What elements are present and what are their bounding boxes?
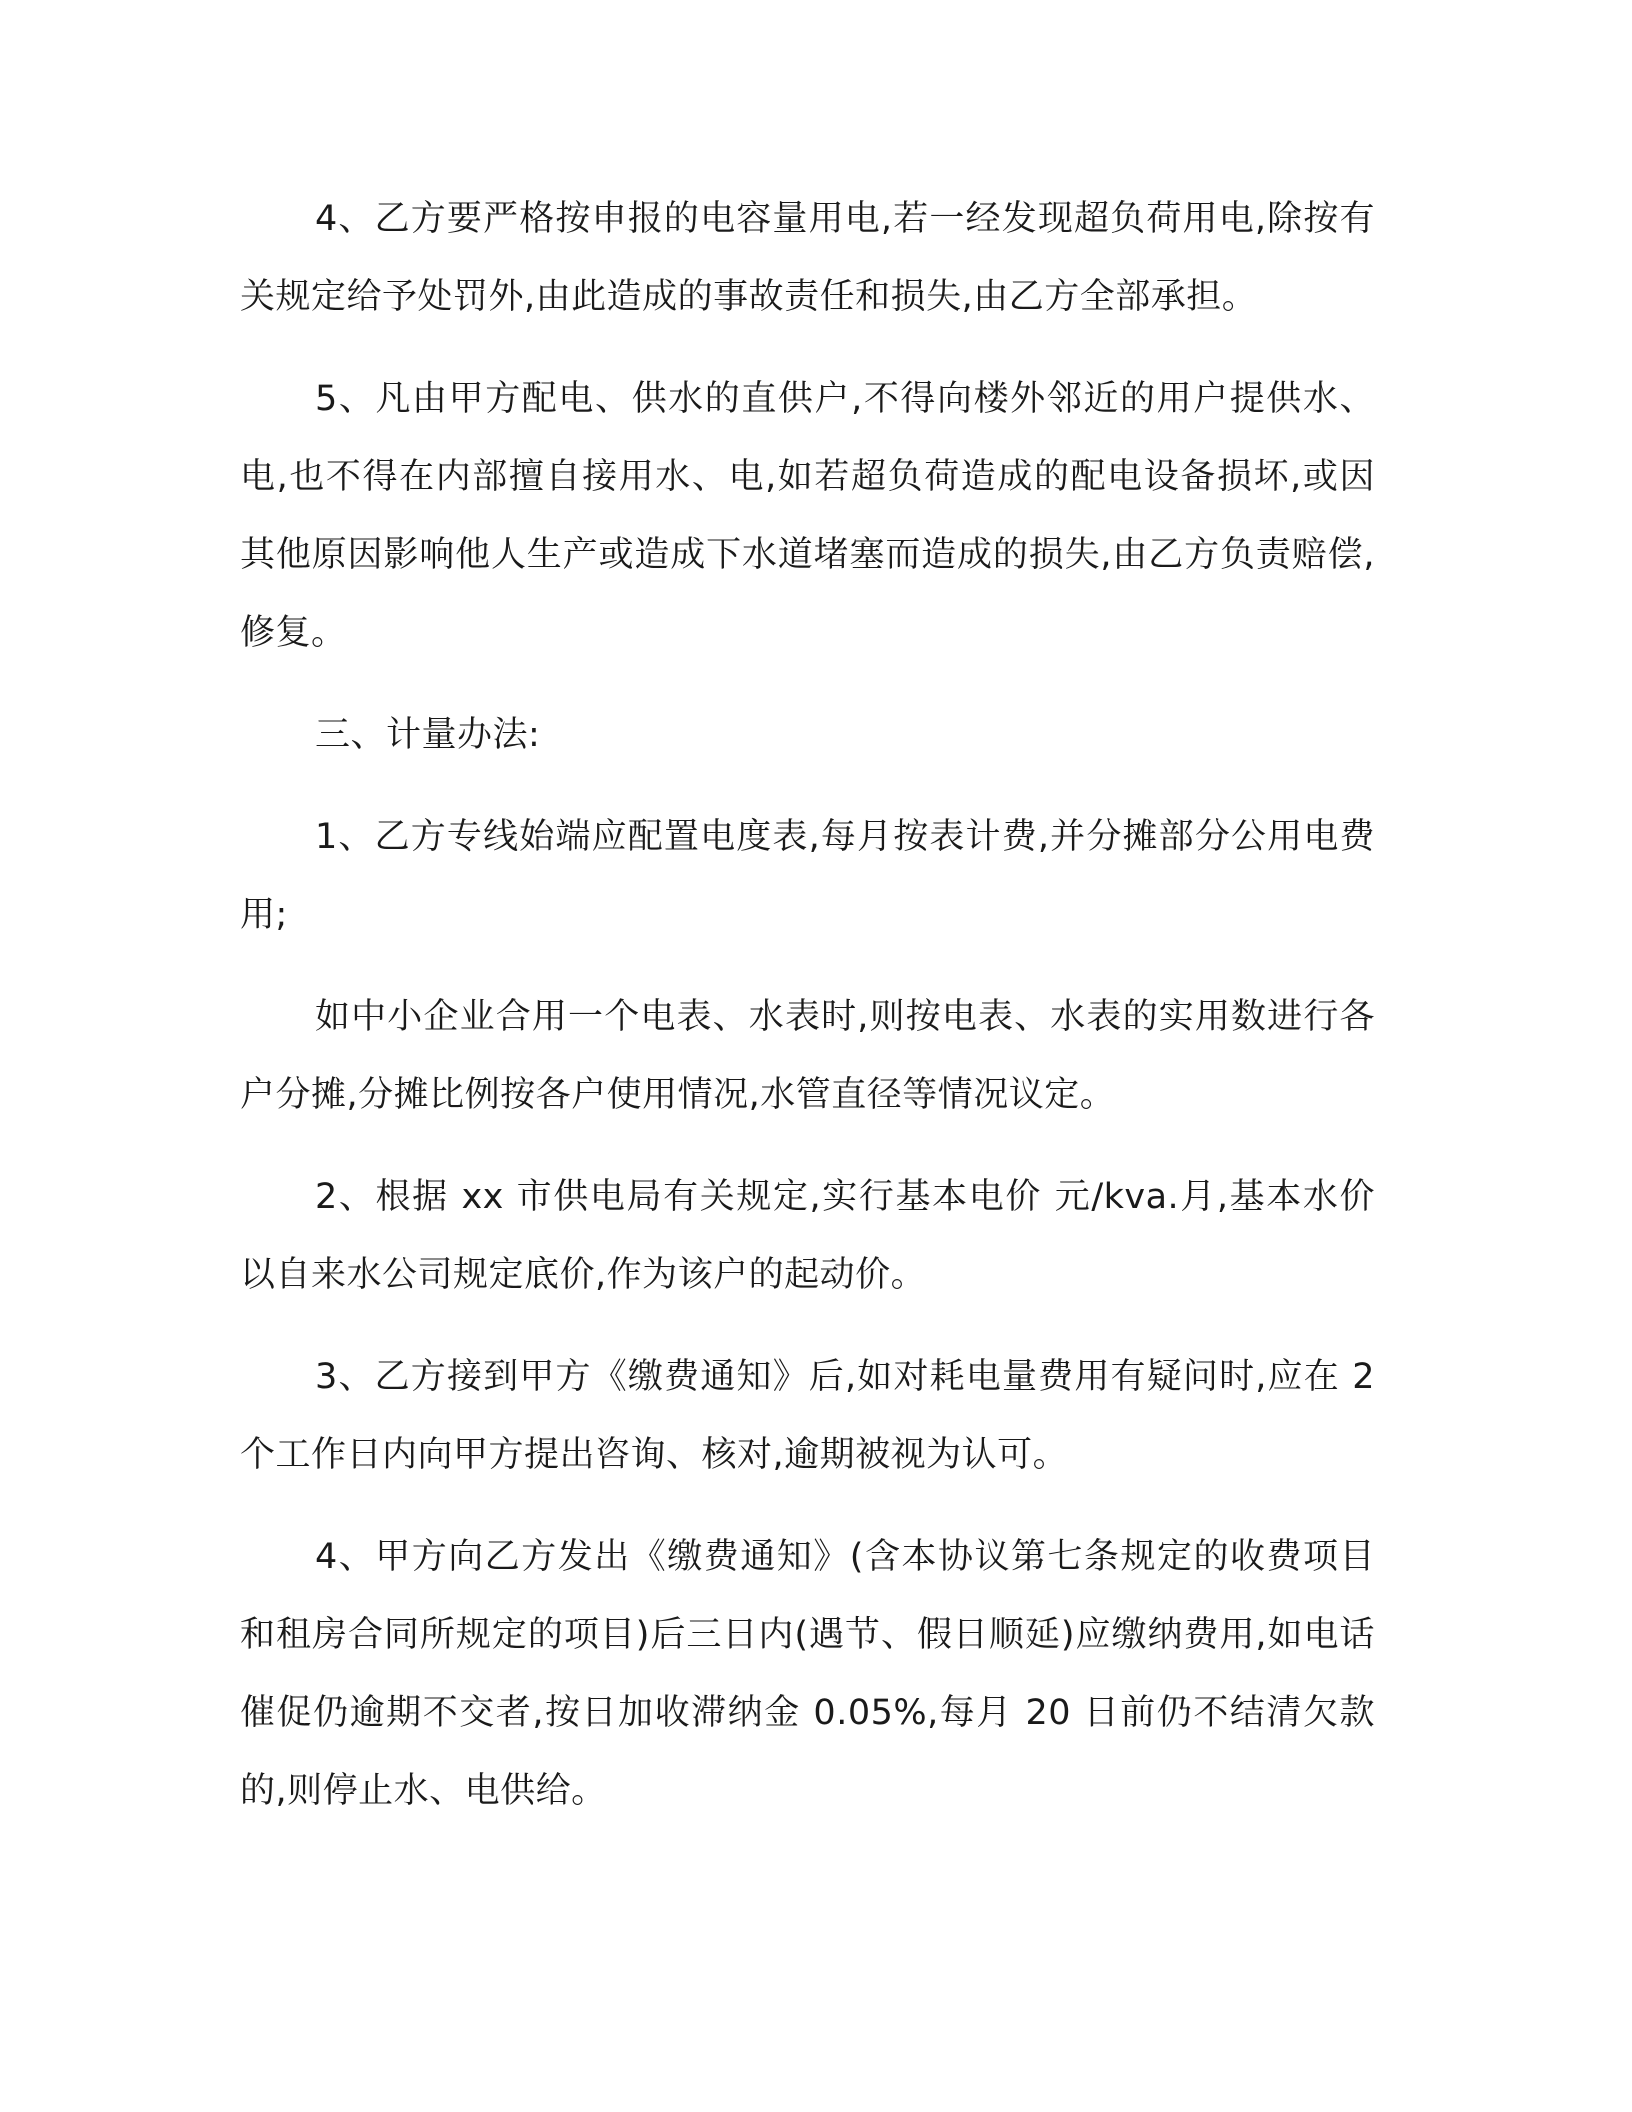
- section-heading-metering: 三、计量办法:: [315, 715, 541, 755]
- metering-item-4: 4、甲方向乙方发出《缴费通知》(含本协议第七条规定的收费项目和租房合同所规定的项目)后三日内(遇节、假日顺延)应缴纳费用,如电话催促仍逾期不交者,按日加收滞纳金 0.05%,每月 20 日前仍不结清欠款的,则停止水、电供给。: [240, 1537, 1375, 1811]
- metering-shared-meter: 如中小企业合用一个电表、水表时,则按电表、水表的实用数进行各户分摊,分摊比例按各户使用情况,水管直径等情况议定。: [240, 997, 1375, 1115]
- clause-4-overload-liability: 4、乙方要严格按申报的电容量用电,若一经发现超负荷用电,除按有关规定给予处罚外,由此造成的事故责任和损失,由乙方全部承担。: [240, 199, 1375, 317]
- metering-item-2: 2、根据 xx 市供电局有关规定,实行基本电价 元/kva.月,基本水价以自来水公司规定底价,作为该户的起动价。: [240, 1177, 1375, 1295]
- clause-5-direct-supply: 5、凡由甲方配电、供水的直供户,不得向楼外邻近的用户提供水、电,也不得在内部擅自接用水、电,如若超负荷造成的配电设备损坏,或因其他原因影响他人生产或造成下水道堵塞而造成的损失,由乙方负责赔偿,修复。: [240, 379, 1375, 653]
- metering-item-3: 3、乙方接到甲方《缴费通知》后,如对耗电量费用有疑问时,应在 2 个工作日内向甲方提出咨询、核对,逾期被视为认可。: [240, 1357, 1375, 1475]
- document-body: [240, 180, 1375, 1854]
- metering-item-1: 1、乙方专线始端应配置电度表,每月按表计费,并分摊部分公用电费用;: [240, 817, 1375, 935]
